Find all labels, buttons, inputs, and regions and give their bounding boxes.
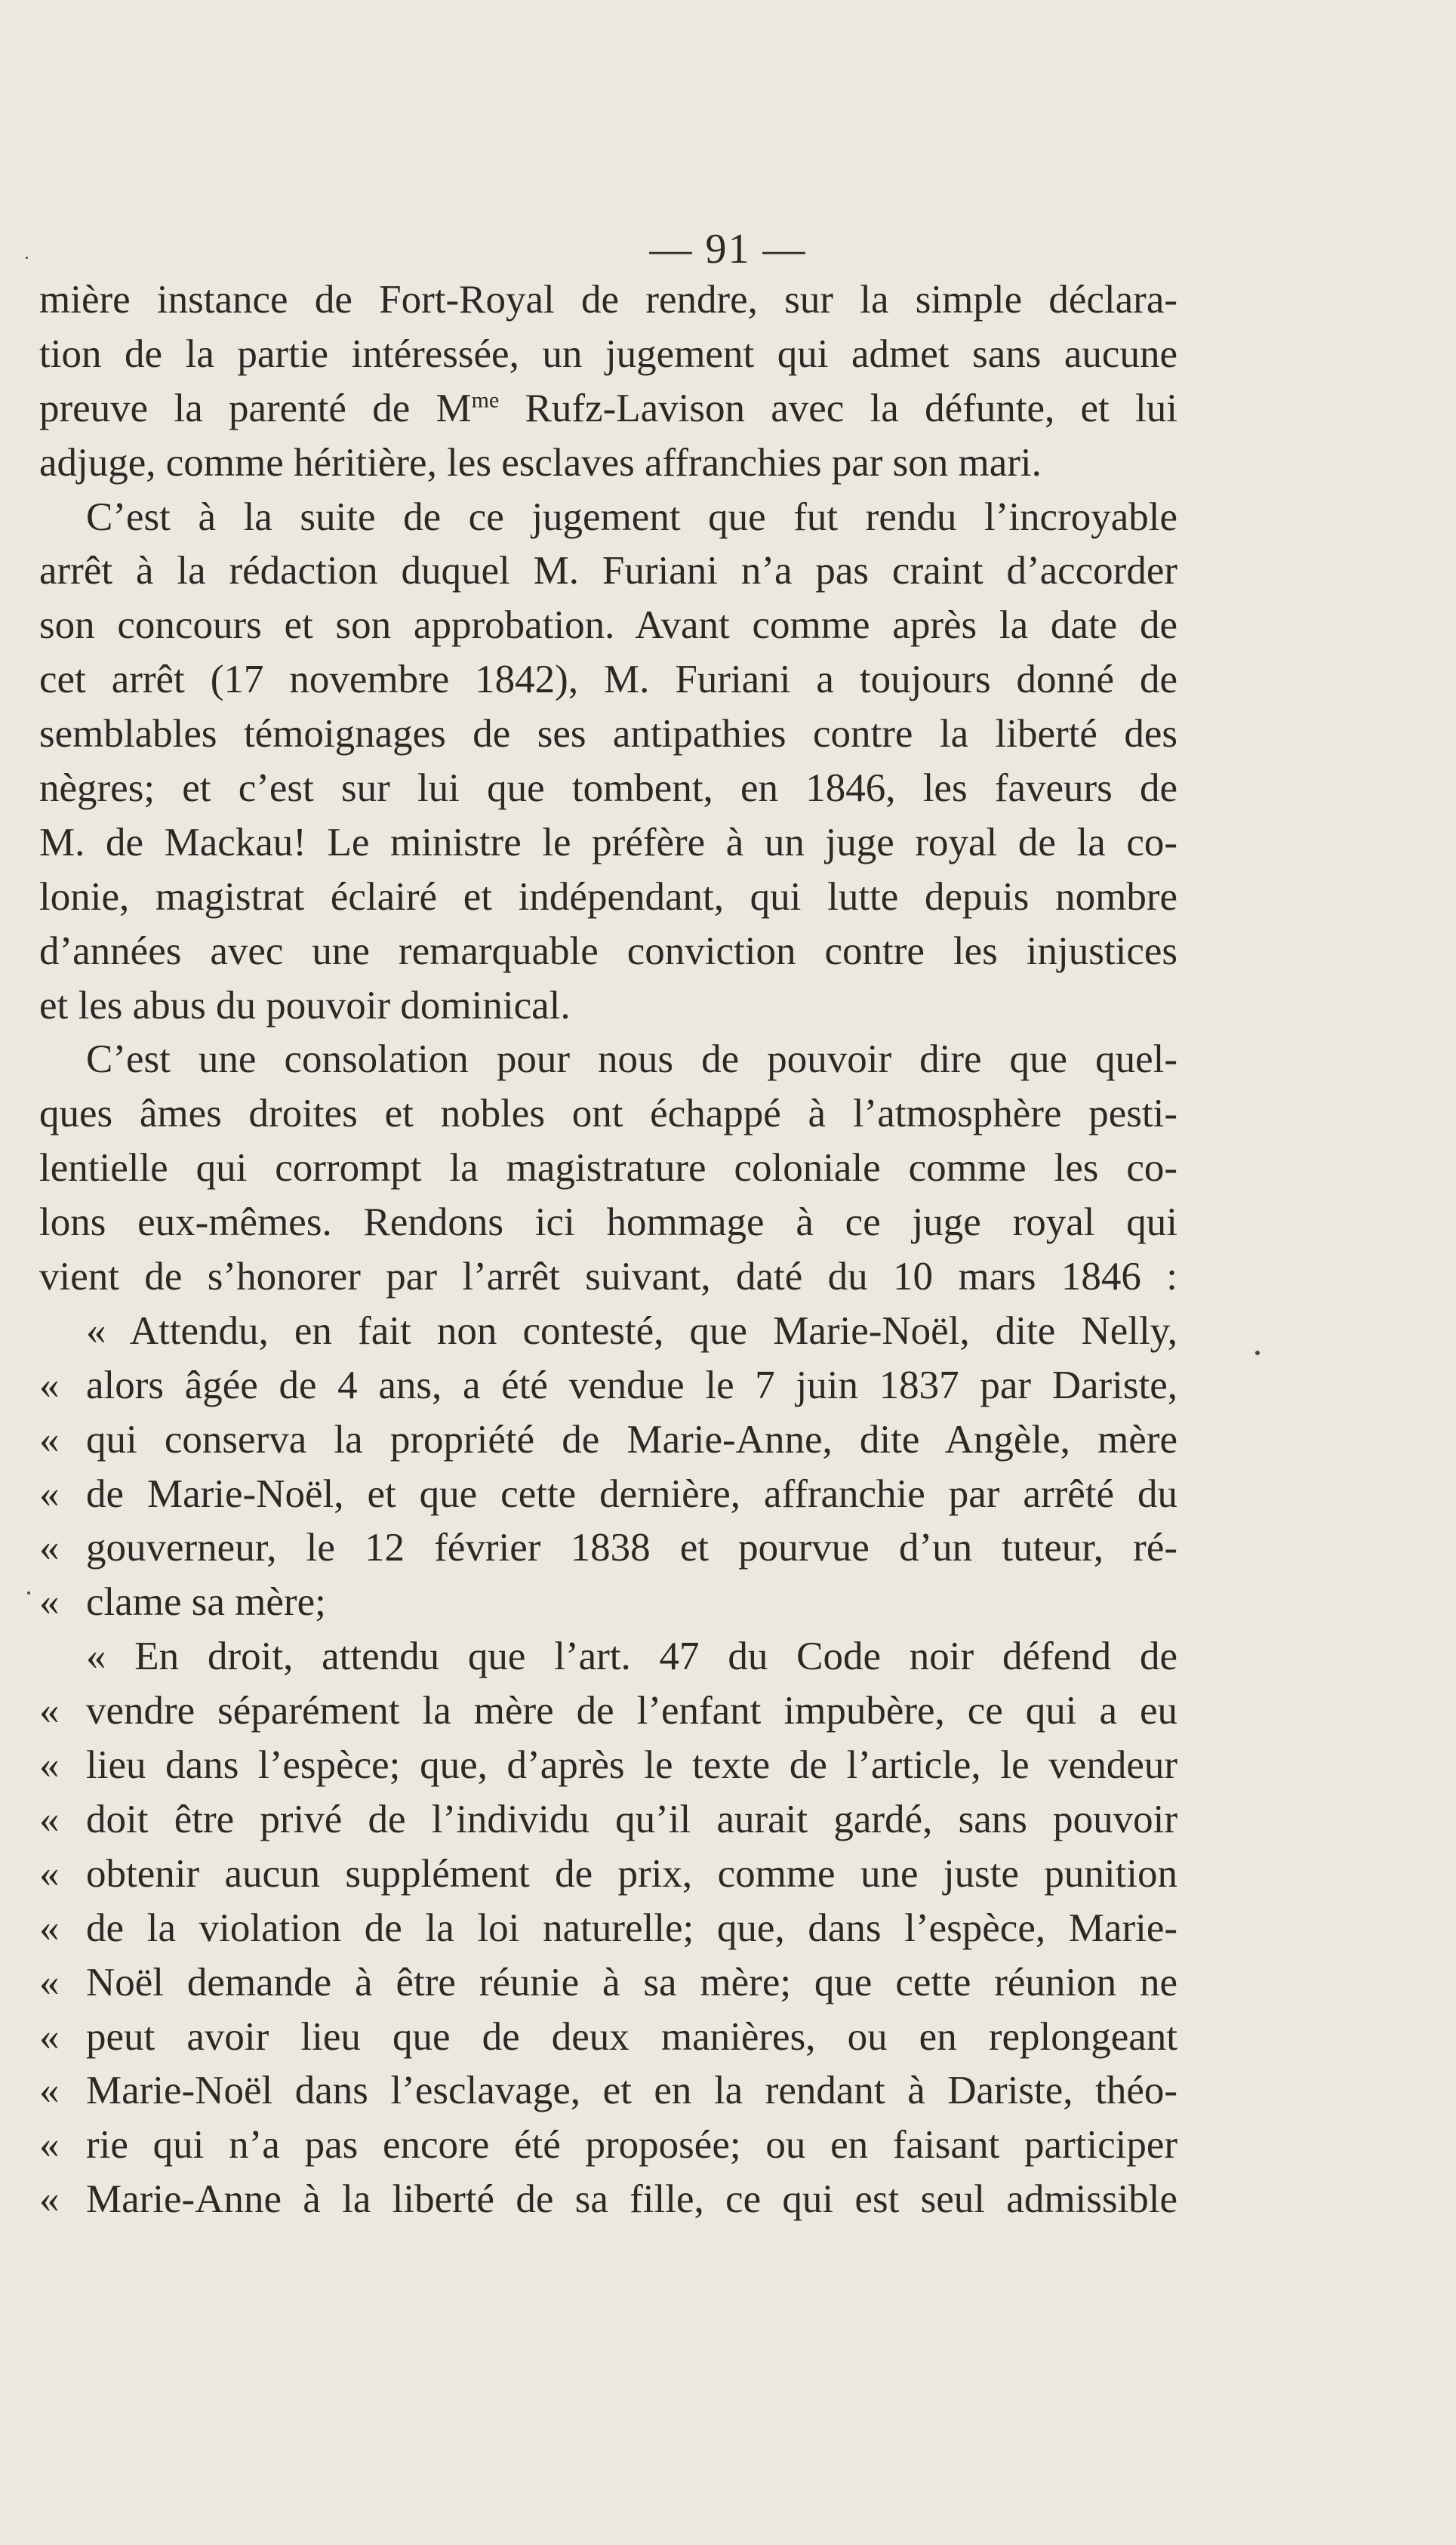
guillemet-mark: « xyxy=(39,1906,60,1950)
quote-line xyxy=(39,1359,1177,1413)
text-line: adjuge, comme héritière, les esclaves affranchies par son mari. xyxy=(39,440,1042,485)
quote-line xyxy=(39,1847,1177,1902)
text-fragment: doit être privé de l’individu qu’il aurait gardé, sans pouvoir xyxy=(86,1797,1177,1841)
quote-line: « En droit, attendu que l’art. 47 du Code noir défend de xyxy=(86,1635,1177,1679)
text-line: vient de s’honorer par l’arrêt suivant, daté du 10 mars 1846 : xyxy=(39,1255,1177,1299)
text-line: lons eux-mêmes. Rendons ici hommage à ce juge royal qui xyxy=(39,1200,1177,1245)
quote-line xyxy=(39,2118,1177,2173)
quote-line xyxy=(39,1684,1177,1739)
text-line: lentielle qui corrompt la magistrature coloniale comme les co- xyxy=(39,1146,1177,1191)
guillemet-mark: « xyxy=(39,2069,60,2113)
text-line: ques âmes droites et nobles ont échappé à l’atmosphère pesti- xyxy=(39,1092,1177,1136)
quote-line xyxy=(39,1413,1177,1468)
guillemet-mark: « xyxy=(39,1580,60,1625)
text-line: C’est une consolation pour nous de pouvoir dire que quel- xyxy=(86,1037,1177,1082)
text-fragment: de la violation de la loi naturelle; que, dans l’espèce, Marie- xyxy=(86,1906,1177,1950)
text-fragment: rie qui n’a pas encore été proposée; ou en faisant participer xyxy=(86,2123,1177,2168)
text-fragment: de Marie-Noël, et que cette dernière, affranchie par arrêté du xyxy=(86,1471,1177,1516)
text-fragment: peut avoir lieu que de deux manières, ou en replongeant xyxy=(86,2014,1177,2059)
guillemet-mark: « xyxy=(39,1363,60,1407)
quote-line xyxy=(39,2173,1177,2227)
guillemet-mark: « xyxy=(39,1960,60,2004)
text-fragment: clame sa mère; xyxy=(86,1580,326,1625)
text-line: cet arrêt (17 novembre 1842), M. Furiani a toujours donné de xyxy=(39,658,1177,702)
body-text xyxy=(39,273,1177,2227)
text-fragment: gouverneur, le 12 février 1838 et pourvue d’un tuteur, ré- xyxy=(86,1526,1177,1570)
text-fragment: Marie-Anne à la liberté de sa fille, ce qui est seul admissible xyxy=(86,2177,1177,2222)
quote-line xyxy=(39,1956,1177,2010)
text-fragment: Marie-Noël dans l’esclavage, et en la rendant à Dariste, théo- xyxy=(86,2069,1177,2113)
text-line: arrêt à la rédaction duquel M. Furiani n’a pas craint d’accorder xyxy=(39,549,1177,593)
text-fragment: Rufz-Lavison avec la défunte, et lui xyxy=(499,386,1177,430)
text-line xyxy=(39,382,1177,436)
guillemet-mark: « xyxy=(39,2123,60,2168)
ink-speck xyxy=(27,1591,30,1594)
quote-line xyxy=(39,1521,1177,1576)
quote-line xyxy=(39,1902,1177,1956)
text-line: M. de Mackau! Le ministre le préfère à un juge royal de la co- xyxy=(39,820,1177,864)
ink-speck xyxy=(1255,1351,1260,1355)
quote-line xyxy=(39,1468,1177,1522)
quote-line xyxy=(39,2010,1177,2065)
ink-speck xyxy=(26,257,28,259)
quote-line xyxy=(39,1739,1177,1793)
text-line: nègres; et c’est sur lui que tombent, en 1846, les faveurs de xyxy=(39,766,1177,811)
text-line: et les abus du pouvoir dominical. xyxy=(39,983,571,1028)
guillemet-mark: « xyxy=(39,1471,60,1516)
text-line: lonie, magistrat éclairé et indépendant, qui lutte depuis nombre xyxy=(39,874,1177,919)
guillemet-mark: « xyxy=(39,1743,60,1788)
quote-line xyxy=(39,1576,1177,1630)
guillemet-mark: « xyxy=(39,1526,60,1570)
quote-line: « Attendu, en fait non contesté, que Marie-Noël, dite Nelly, xyxy=(86,1308,1177,1353)
quote-line xyxy=(39,2064,1177,2118)
guillemet-mark: « xyxy=(39,1851,60,1896)
text-line: mière instance de Fort-Royal de rendre, sur la simple déclara- xyxy=(39,278,1177,322)
text-fragment: vendre séparément la mère de l’enfant impubère, ce qui a eu xyxy=(86,1689,1177,1733)
page-number: — 91 — xyxy=(649,226,807,273)
text-line: son concours et son approbation. Avant comme après la date de xyxy=(39,603,1177,648)
text-fragment: qui conserva la propriété de Marie-Anne, dite Angèle, mère xyxy=(86,1417,1177,1462)
text-fragment: preuve la parenté de M xyxy=(39,386,472,430)
guillemet-mark: « xyxy=(39,1417,60,1462)
text-fragment: lieu dans l’espèce; que, d’après le texte de l’article, le vendeur xyxy=(86,1743,1177,1788)
text-line: tion de la partie intéressée, un jugement qui admet sans aucune xyxy=(39,331,1177,376)
text-fragment: obtenir aucun supplément de prix, comme une juste punition xyxy=(86,1851,1177,1896)
superscript-abbreviation: me xyxy=(471,387,500,413)
guillemet-mark: « xyxy=(39,2177,60,2222)
text-line: C’est à la suite de ce jugement que fut rendu l’incroyable xyxy=(86,495,1177,539)
text-line: d’années avec une remarquable conviction contre les injustices xyxy=(39,929,1177,973)
text-fragment: Noël demande à être réunie à sa mère; que cette réunion ne xyxy=(86,1960,1177,2004)
guillemet-mark: « xyxy=(39,1689,60,1733)
guillemet-mark: « xyxy=(39,2014,60,2059)
text-line: semblables témoignages de ses antipathies contre la liberté des xyxy=(39,712,1177,756)
text-fragment: alors âgée de 4 ans, a été vendue le 7 juin 1837 par Dariste, xyxy=(86,1363,1177,1407)
guillemet-mark: « xyxy=(39,1797,60,1841)
quote-line xyxy=(39,1793,1177,1847)
